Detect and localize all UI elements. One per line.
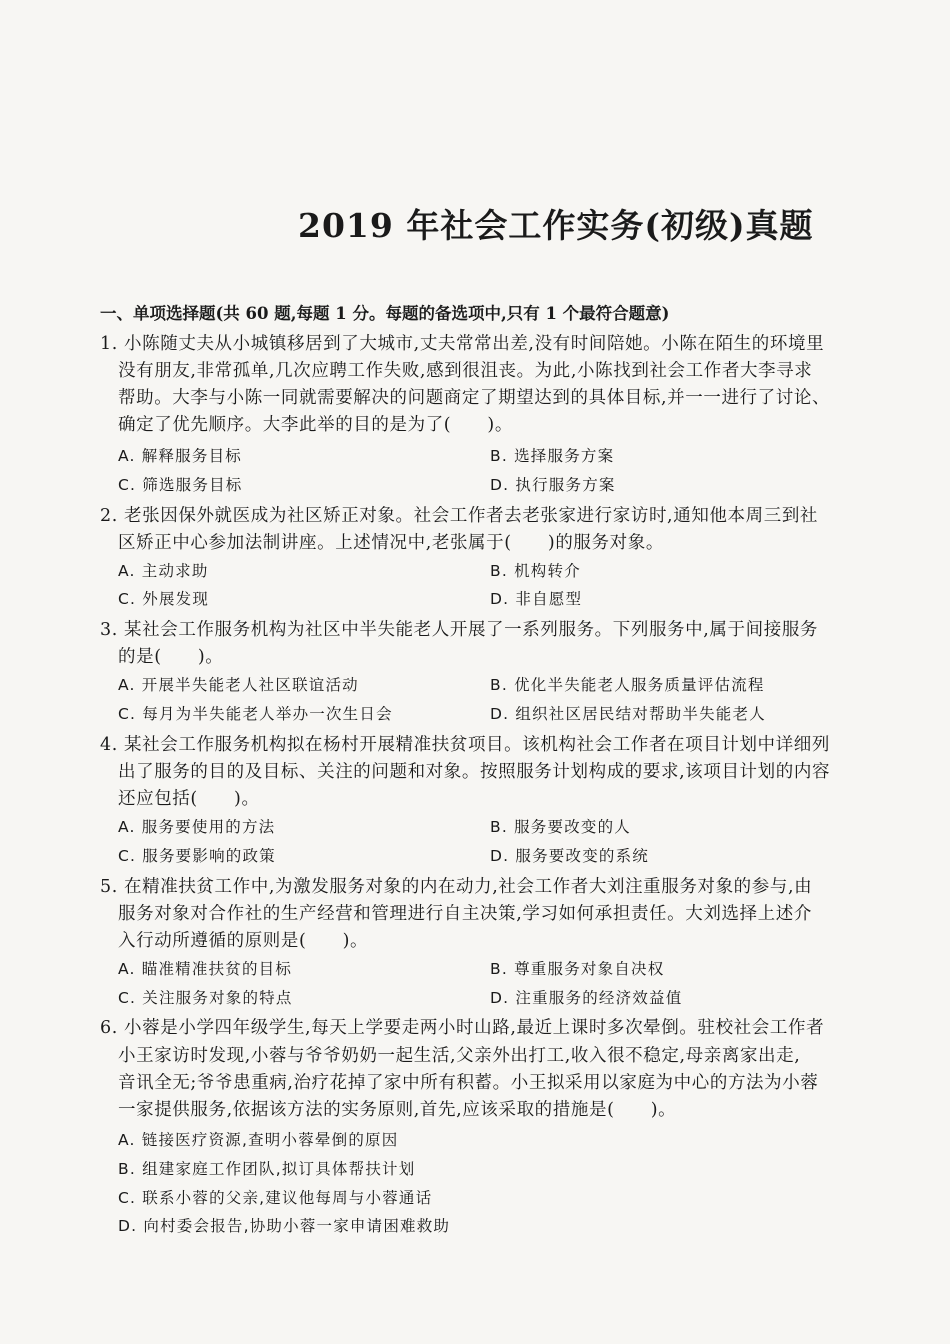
question-5-option-d: D. 注重服务的经济效益值 — [490, 989, 683, 1007]
question-4-option-d: D. 服务要改变的系统 — [490, 847, 649, 865]
question-1-line-3: 帮助。大李与小陈一同就需要解决的问题商定了期望达到的具体目标,并一一进行了讨论、 — [118, 388, 831, 408]
question-2-option-b: B. 机构转介 — [490, 562, 581, 580]
question-1-line-1: 1. 小陈随丈夫从小城镇移居到了大城市,丈夫常常出差,没有时间陪她。小陈在陌生的环境里 — [100, 334, 825, 354]
question-5-option-c: C. 关注服务对象的特点 — [118, 989, 293, 1007]
question-5-line-1: 5. 在精准扶贫工作中,为激发服务对象的内在动力,社会工作者大刘注重服务对象的参与,由 — [100, 877, 813, 897]
question-4-line-3: 还应包括( )。 — [118, 789, 260, 809]
question-6-line-1: 6. 小蓉是小学四年级学生,每天上学要走两小时山路,最近上课时多次晕倒。驻校社会工作者 — [100, 1018, 825, 1038]
question-6-option-c: C. 联系小蓉的父亲,建议他每周与小蓉通话 — [118, 1189, 433, 1207]
question-2-line-1: 2. 老张因保外就医成为社区矫正对象。社会工作者去老张家进行家访时,通知他本周三到社 — [100, 506, 819, 526]
question-3-option-d: D. 组织社区居民结对帮助半失能老人 — [490, 705, 766, 723]
question-4-option-b: B. 服务要改变的人 — [490, 818, 631, 836]
question-6-option-d: D. 向村委会报告,协助小蓉一家申请困难救助 — [118, 1217, 451, 1235]
question-5-line-2: 服务对象对合作社的生产经营和管理进行自主决策,学习如何承担责任。大刘选择上述介 — [118, 904, 812, 924]
question-2-option-c: C. 外展发现 — [118, 590, 210, 608]
question-3-line-1: 3. 某社会工作服务机构为社区中半失能老人开展了一系列服务。下列服务中,属于间接服务 — [100, 620, 819, 640]
question-4-line-1: 4. 某社会工作服务机构拟在杨村开展精准扶贫项目。该机构社会工作者在项目计划中详细列 — [100, 735, 830, 755]
question-3-line-2: 的是( )。 — [118, 647, 224, 667]
question-1-line-2: 没有朋友,非常孤单,几次应聘工作失败,感到很沮丧。为此,小陈找到社会工作者大李寻求 — [118, 361, 813, 381]
question-4-option-c: C. 服务要影响的政策 — [118, 847, 276, 865]
question-6-option-a: A. 链接医疗资源,查明小蓉晕倒的原因 — [118, 1131, 399, 1149]
question-1-option-c: C. 筛选服务目标 — [118, 476, 243, 494]
question-6-line-2: 小王家访时发现,小蓉与爷爷奶奶一起生活,父亲外出打工,收入很不稳定,母亲离家出走, — [118, 1046, 801, 1066]
question-6-option-b: B. 组建家庭工作团队,拟订具体帮扶计划 — [118, 1160, 416, 1178]
question-1-option-b: B. 选择服务方案 — [490, 447, 615, 465]
question-4-option-a: A. 服务要使用的方法 — [118, 818, 276, 836]
page-title: 2019 年社会工作实务(初级)真题 — [298, 206, 814, 245]
question-2-option-d: D. 非自愿型 — [490, 590, 583, 608]
question-2-option-a: A. 主动求助 — [118, 562, 209, 580]
question-6-line-4: 一家提供服务,依据该方法的实务原则,首先,应该采取的措施是( )。 — [118, 1100, 677, 1120]
question-3-option-a: A. 开展半失能老人社区联谊活动 — [118, 676, 359, 694]
question-5-option-b: B. 尊重服务对象自决权 — [490, 960, 665, 978]
question-2-line-2: 区矫正中心参加法制讲座。上述情况中,老张属于( )的服务对象。 — [118, 533, 664, 553]
question-4-line-2: 出了服务的目的及目标、关注的问题和对象。按照服务计划构成的要求,该项目计划的内容 — [118, 762, 831, 782]
question-1-option-a: A. 解释服务目标 — [118, 447, 242, 465]
question-6-line-3: 音讯全无;爷爷患重病,治疗花掉了家中所有积蓄。小王拟采用以家庭为中心的方法为小蓉 — [118, 1073, 819, 1093]
section-heading: 一、单项选择题(共 60 题,每题 1 分。每题的备选项中,只有 1 个最符合题意) — [100, 304, 670, 323]
question-5-option-a: A. 瞄准精准扶贫的目标 — [118, 960, 293, 978]
question-3-option-b: B. 优化半失能老人服务质量评估流程 — [490, 676, 765, 694]
question-5-line-3: 入行动所遵循的原则是( )。 — [118, 931, 369, 951]
question-3-option-c: C. 每月为半失能老人举办一次生日会 — [118, 705, 393, 723]
question-1-option-d: D. 执行服务方案 — [490, 476, 616, 494]
question-1-line-4: 确定了优先顺序。大李此举的目的是为了( )。 — [118, 415, 513, 435]
